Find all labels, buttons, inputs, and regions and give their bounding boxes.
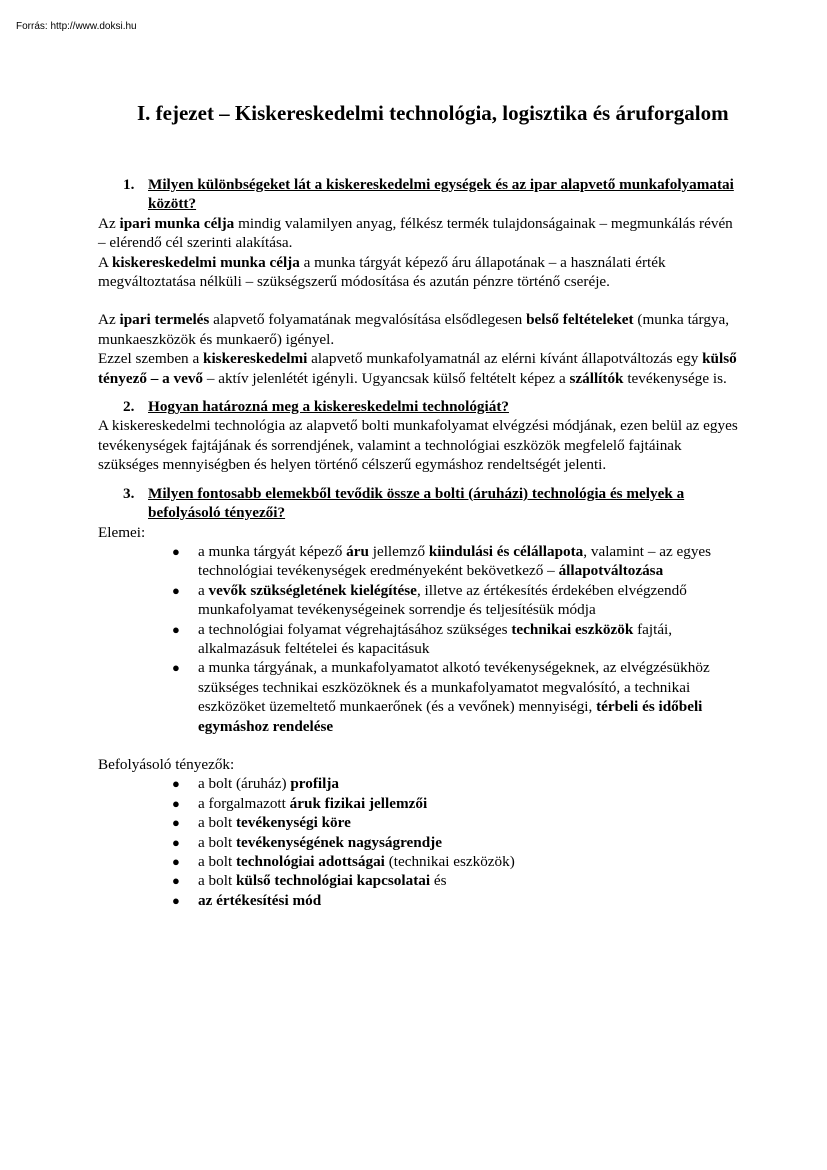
question-number: 2. bbox=[123, 398, 135, 416]
bullet-icon: ● bbox=[172, 543, 180, 559]
question-2 bbox=[98, 397, 738, 416]
paragraph: Az ipari termelés alapvető folyamatának megvalósítása elsődlegesen belső feltételeket (munka tárgya, munkaeszközök és munkaerő) igényel. bbox=[98, 311, 730, 348]
source-note: Forrás: http://www.doksi.hu bbox=[16, 21, 137, 32]
paragraph: Ezzel szemben a kiskereskedelmi alapvető munkafolyamatnál az elérni kívánt állapotváltozás egy külső tényező – a vevő – aktív jelenlétét igényli. Ugyancsak külső feltételt képez a szállítók tevékenysége is. bbox=[98, 350, 737, 387]
bullet-icon: ● bbox=[172, 873, 180, 889]
question-text: Milyen különbségeket lát a kiskereskedelmi egységek és az ipar alapvető munkafolyamatai között? bbox=[148, 176, 734, 213]
list-item: ● a vevők szükségletének kielégítése, illetve az értékesítés érdekében elvégzendő munkafolyamat tevékenységeinek sorrendje és teljesítésük módja bbox=[172, 581, 687, 619]
bullet-icon: ● bbox=[172, 815, 180, 831]
bullet-icon: ● bbox=[172, 892, 180, 908]
list-item: ● a forgalmazott áruk fizikai jellemzői bbox=[172, 794, 428, 812]
elements-label: Elemei: bbox=[98, 523, 146, 541]
question-number: 3. bbox=[123, 484, 135, 502]
list-item: ● a bolt külső technológiai kapcsolatai és bbox=[172, 872, 447, 890]
question-3 bbox=[98, 484, 738, 523]
question-number: 1. bbox=[123, 176, 135, 193]
bullet-icon: ● bbox=[172, 660, 180, 676]
document-body bbox=[98, 175, 738, 910]
factors-label: Befolyásoló tényezők: bbox=[98, 755, 235, 773]
list-item: ● a technológiai folyamat végrehajtásához szükséges technikai eszközök fajtái, alkalmazásuk feltételei és kapacitásuk bbox=[172, 620, 673, 657]
question-text: Hogyan határozná meg a kiskereskedelmi technológiát? bbox=[148, 398, 509, 416]
paragraph: A kiskereskedelmi technológia az alapvető bolti munkafolyamat elvégzési módjának, ezen belül az egyes tevékenységek fajtájának és sorrendjének, valamint a technológiai eszközök megfelelő fajtáinak szükséges mennyiségben és helyen történő célszerű egymáshoz rendeltségét jelenti. bbox=[98, 417, 738, 474]
bullet-icon: ● bbox=[172, 582, 180, 598]
elements-list bbox=[98, 542, 738, 736]
list-item: ● a bolt tevékenységének nagyságrendje bbox=[172, 833, 442, 851]
list-item: ● a munka tárgyát képező áru jellemző kiindulási és célállapota, valamint – az egyes technológiai tevékenységek eredményeként bekövetkező – állapotváltozása bbox=[172, 542, 712, 580]
bullet-icon: ● bbox=[172, 834, 180, 850]
bullet-icon: ● bbox=[172, 854, 180, 869]
factors-list bbox=[98, 774, 738, 910]
list-item: ● az értékesítési mód bbox=[172, 891, 322, 909]
bullet-icon: ● bbox=[172, 795, 180, 811]
list-item: ● a bolt (áruház) profilja bbox=[172, 775, 339, 793]
paragraph: Az ipari munka célja mindig valamilyen anyag, félkész termék tulajdonságainak – megmunkálás révén – elérendő cél szerinti alakítása. bbox=[98, 214, 733, 252]
list-item: ● a munka tárgyának, a munkafolyamatot alkotó tevékenységeknek, az elvégzésükhöz szükséges technikai eszközöknek és a munkafolyamatot megvalósító, a technikai eszközöket üzemeltető munkaerőnek (és a vevőnek) mennyiségi, térbeli és időbeli egymáshoz rendelése bbox=[172, 659, 710, 735]
chapter-title: I. fejezet – Kiskereskedelmi technológia, logisztika és áruforgalom bbox=[137, 101, 729, 125]
bullet-icon: ● bbox=[172, 776, 180, 792]
question-1 bbox=[98, 175, 738, 214]
list-item: ● a bolt tevékenységi köre bbox=[172, 814, 351, 832]
bullet-icon: ● bbox=[172, 621, 180, 637]
paragraph: A kiskereskedelmi munka célja a munka tárgyát képező áru állapotának – a használati érték megváltoztatása nélküli – szükségszerű módosítása és azután pénzre történő cseréje. bbox=[98, 253, 666, 291]
question-text: Milyen fontosabb elemekből tevődik össze a bolti (áruházi) technológia és melyek a befolyásoló tényezői? bbox=[148, 484, 685, 522]
list-item: ● a bolt technológiai adottságai (technikai eszközök) bbox=[172, 853, 515, 870]
